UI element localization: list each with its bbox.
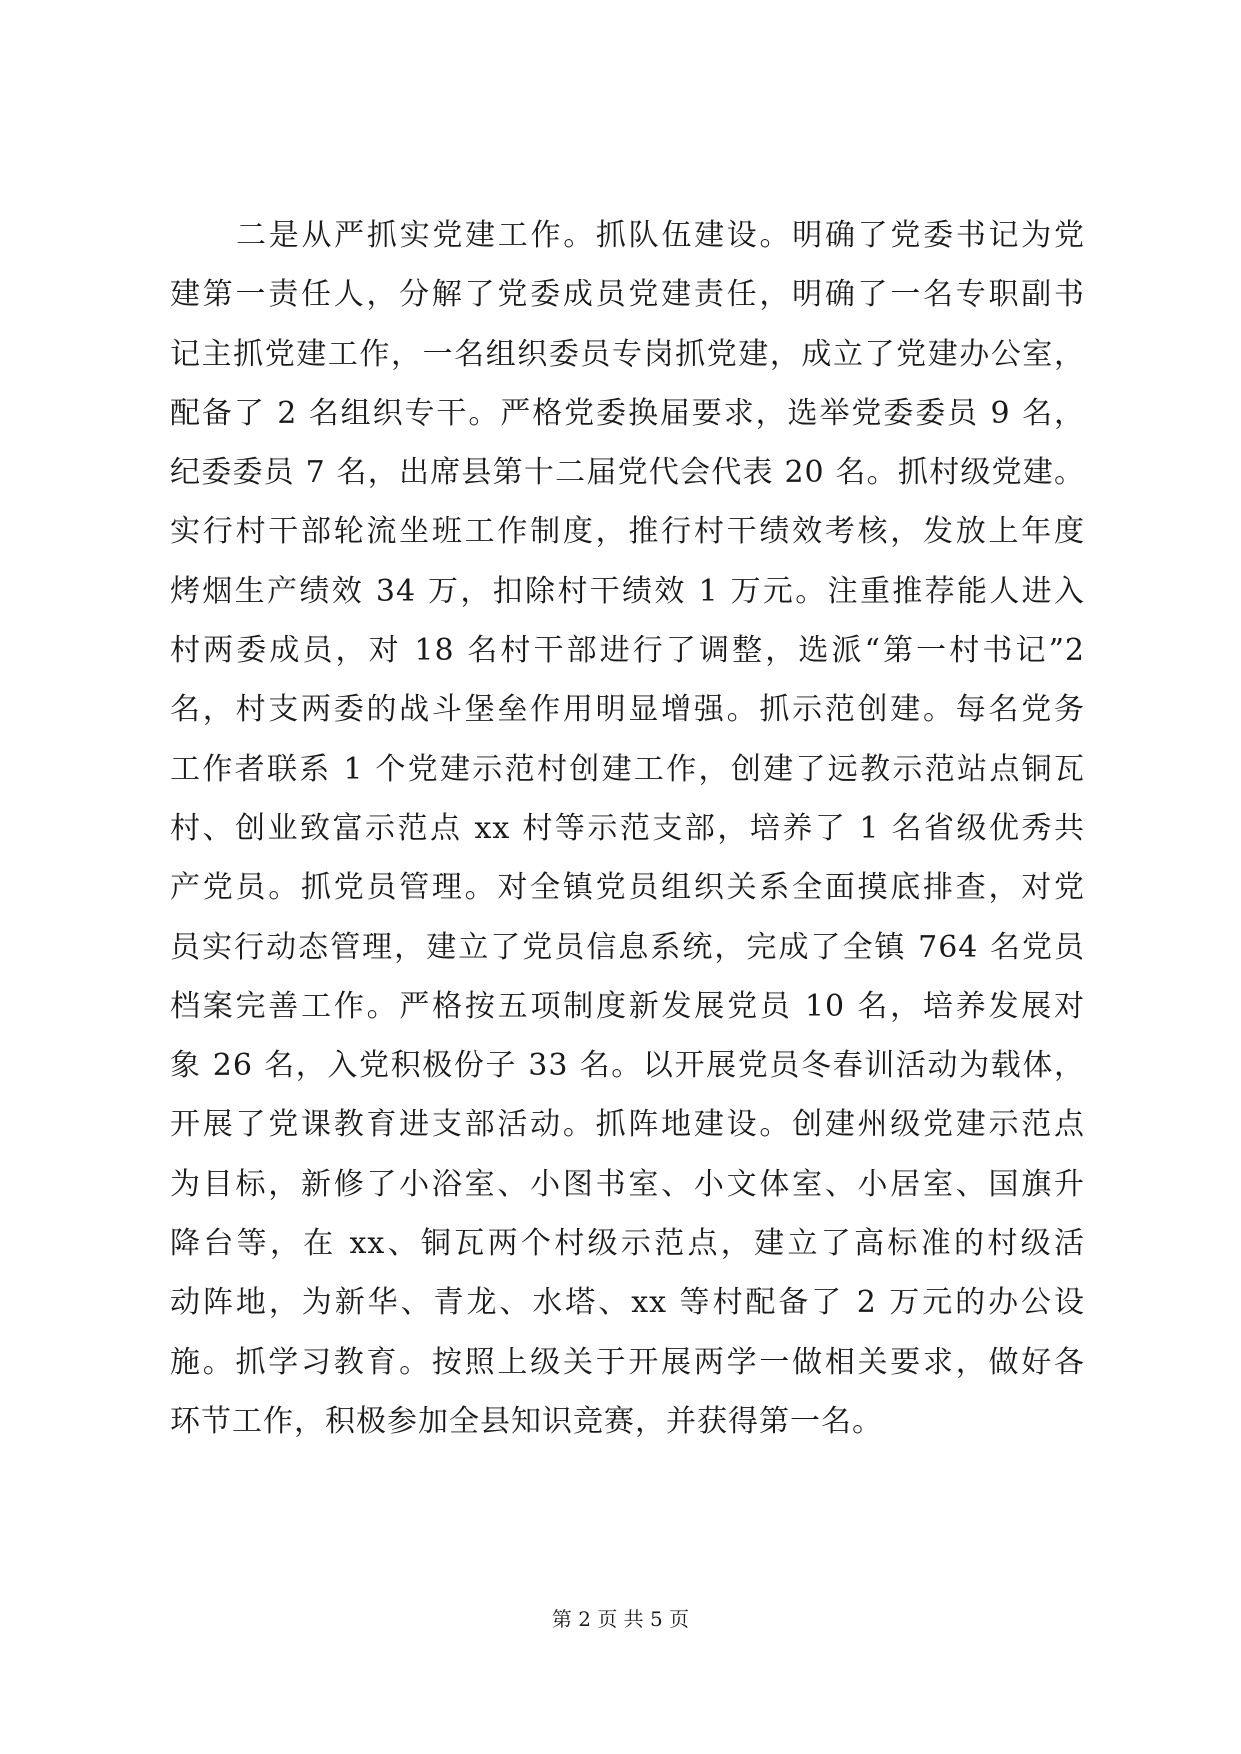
page-number: 第 2 页 共 5 页 xyxy=(551,1607,690,1631)
paragraph-line: 动阵地，为新华、青龙、水塔、xx 等村配备了 2 万元的办公设 xyxy=(170,1285,1085,1321)
paragraph-line: 开展了党课教育进支部活动。抓阵地建设。创建州级党建示范点 xyxy=(170,1107,1085,1143)
paragraph-line: 档案完善工作。严格按五项制度新发展党员 10 名，培养发展对 xyxy=(170,988,1085,1024)
paragraph-line: 为目标，新修了小浴室、小图书室、小文体室、小居室、国旗升 xyxy=(170,1166,1085,1202)
paragraph-line: 记主抓党建工作，一名组织委员专岗抓党建，成立了党建办公室， xyxy=(170,336,1085,372)
paragraph-line: 环节工作，积极参加全县知识竞赛，并获得第一名。 xyxy=(170,1403,883,1439)
paragraph-line: 村两委成员，对 18 名村干部进行了调整，选派“第一村书记”2 xyxy=(170,633,1085,669)
paragraph-line: 二是从严抓实党建工作。抓队伍建设。明确了党委书记为党 xyxy=(236,218,1085,253)
paragraph-line: 员实行动态管理，建立了党员信息系统，完成了全镇 764 名党员 xyxy=(170,929,1085,965)
paragraph xyxy=(170,206,1085,1451)
paragraph-line: 产党员。抓党员管理。对全镇党员组织关系全面摸底排查，对党 xyxy=(170,870,1085,906)
paragraph-line: 配备了 2 名组织专干。严格党委换届要求，选举党委委员 9 名， xyxy=(170,395,1085,431)
paragraph-line: 烤烟生产绩效 34 万，扣除村干绩效 1 万元。注重推荐能人进入 xyxy=(170,573,1085,609)
paragraph-line: 村、创业致富示范点 xx 村等示范支部，培养了 1 名省级优秀共 xyxy=(170,810,1085,846)
paragraph-line: 建第一责任人，分解了党委成员党建责任，明确了一名专职副书 xyxy=(170,277,1085,313)
paragraph-line: 工作者联系 1 个党建示范村创建工作，创建了远教示范站点铜瓦 xyxy=(170,751,1085,787)
paragraph-line: 象 26 名，入党积极份子 33 名。以开展党员冬春训活动为载体， xyxy=(170,1048,1085,1084)
paragraph-line: 降台等，在 xx、铜瓦两个村级示范点，建立了高标准的村级活 xyxy=(170,1226,1085,1262)
paragraph-line: 实行村干部轮流坐班工作制度，推行村干绩效考核，发放上年度 xyxy=(170,514,1085,550)
paragraph-line: 施。抓学习教育。按照上级关于开展两学一做相关要求，做好各 xyxy=(170,1344,1085,1380)
paragraph-line: 纪委委员 7 名，出席县第十二届党代会代表 20 名。抓村级党建。 xyxy=(170,455,1085,491)
paragraph-line: 名，村支两委的战斗堡垒作用明显增强。抓示范创建。每名党务 xyxy=(170,692,1085,728)
